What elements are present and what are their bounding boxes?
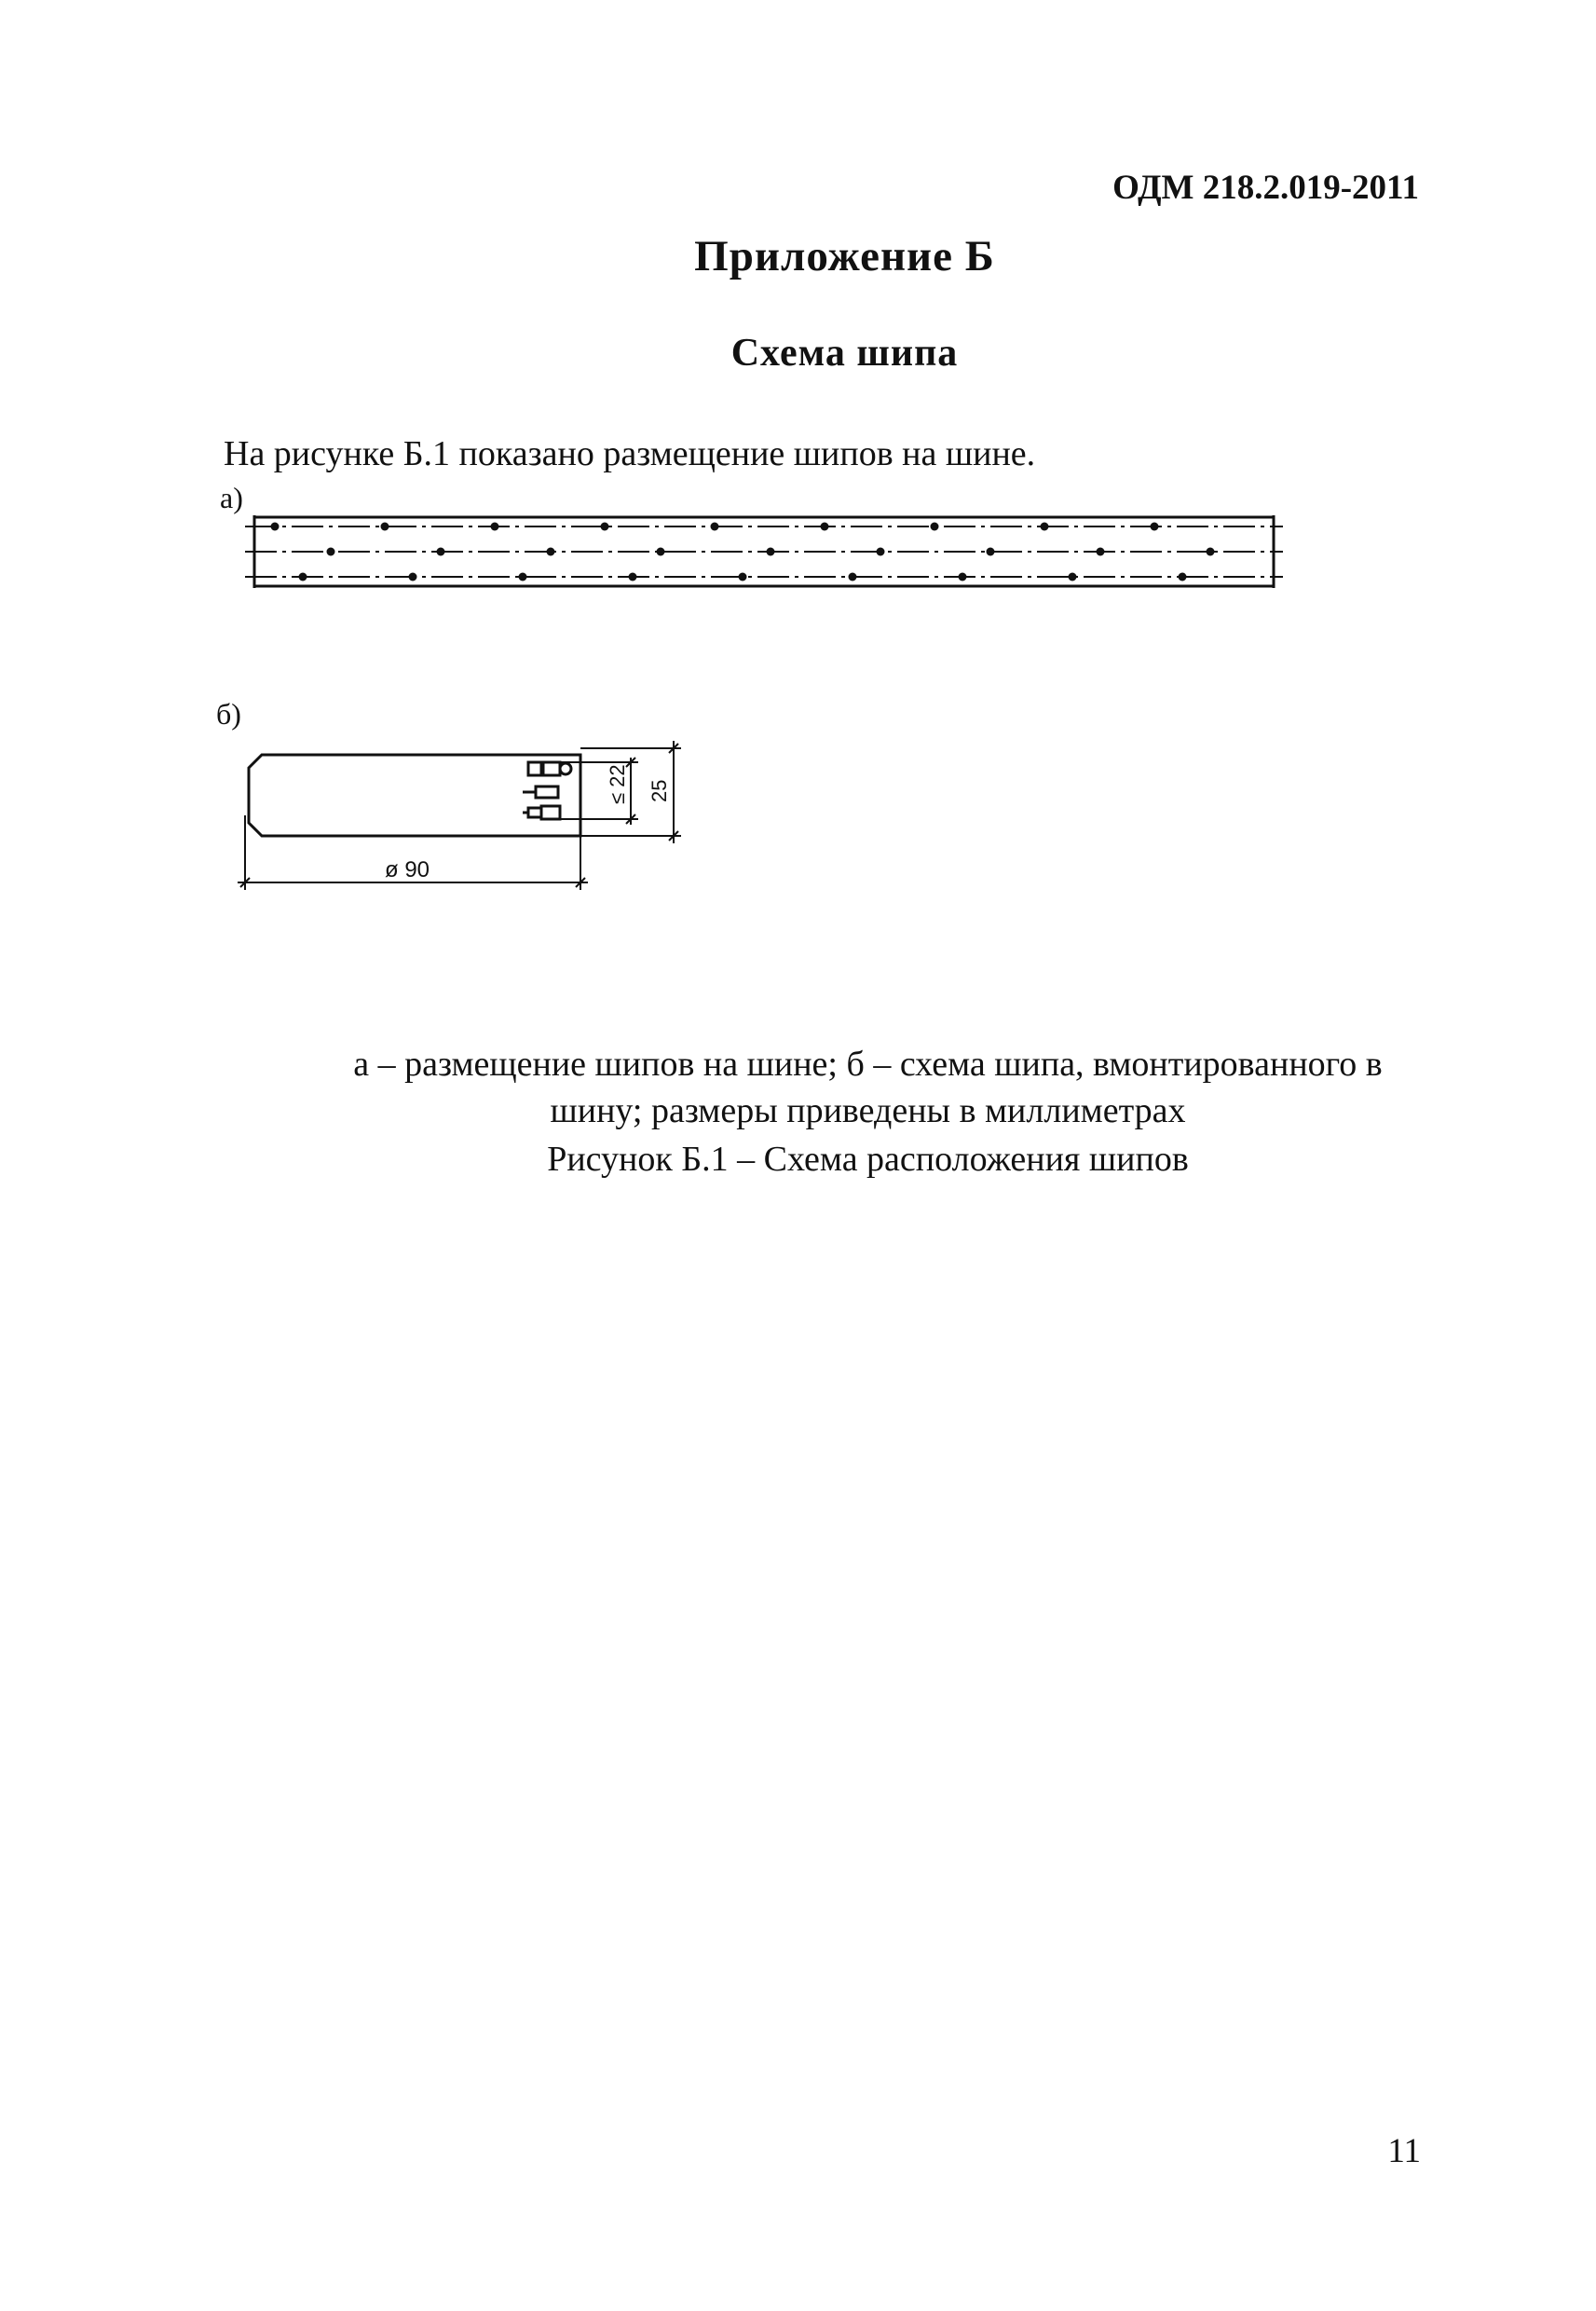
stud-point <box>711 523 719 531</box>
page-number: 11 <box>1387 2132 1421 2170</box>
stud-point <box>1207 548 1215 556</box>
stud-point <box>409 573 417 581</box>
figure-label-b: б) <box>216 697 241 731</box>
stud-point <box>327 548 335 556</box>
stud-point <box>381 523 389 531</box>
stud-point <box>1041 523 1049 531</box>
stud-point <box>657 548 665 556</box>
stud-flange-bottom <box>541 806 560 819</box>
appendix-title: Приложение Б <box>694 232 995 280</box>
stud-point <box>931 523 939 531</box>
height-dimension-label: ≤ 22 <box>606 764 629 804</box>
stud-point <box>1151 523 1159 531</box>
diameter-dimension-label: ø 90 <box>385 857 430 882</box>
stud-point <box>519 573 527 581</box>
width-dimension-label: 25 <box>648 779 671 802</box>
stud-point <box>877 548 885 556</box>
intro-paragraph: На рисунке Б.1 показано размещение шипов на шине. <box>224 434 1036 473</box>
section-title: Схема шипа <box>730 332 959 375</box>
stud-point <box>1069 573 1077 581</box>
stud-middle <box>536 786 558 798</box>
figure-label-a: а) <box>220 481 243 514</box>
stud-point <box>767 548 775 556</box>
stud-point <box>271 523 280 531</box>
stud-point <box>437 548 445 556</box>
stud-point <box>491 523 499 531</box>
figure-caption-title: Рисунок Б.1 – Схема расположения шипов <box>547 1140 1189 1179</box>
stud-point <box>739 573 747 581</box>
caption-line-2: шину; размеры приведены в миллиметрах <box>550 1091 1186 1130</box>
document-code: ОДМ 218.2.019-2011 <box>1112 169 1419 207</box>
stud-pin-top <box>560 763 571 774</box>
stud-point <box>959 573 967 581</box>
caption-line-1: а – размещение шипов на шине; б – схема шипа, вмонтированного в <box>353 1045 1383 1084</box>
stud-point <box>821 523 829 531</box>
stud-tip-bottom <box>528 808 541 817</box>
stud-point <box>629 573 637 581</box>
stud-point <box>547 548 555 556</box>
tire-stud-layout-diagram <box>238 508 1290 596</box>
stud-point <box>1179 573 1187 581</box>
stud-flange-top <box>543 762 560 775</box>
stud-point <box>601 523 609 531</box>
stud-point <box>987 548 995 556</box>
stud-scheme-diagram <box>228 732 694 899</box>
stud-point <box>299 573 307 581</box>
stud-point <box>849 573 857 581</box>
stud-tip-top <box>528 762 541 775</box>
stud-body-outline <box>249 755 580 836</box>
stud-point <box>1097 548 1105 556</box>
